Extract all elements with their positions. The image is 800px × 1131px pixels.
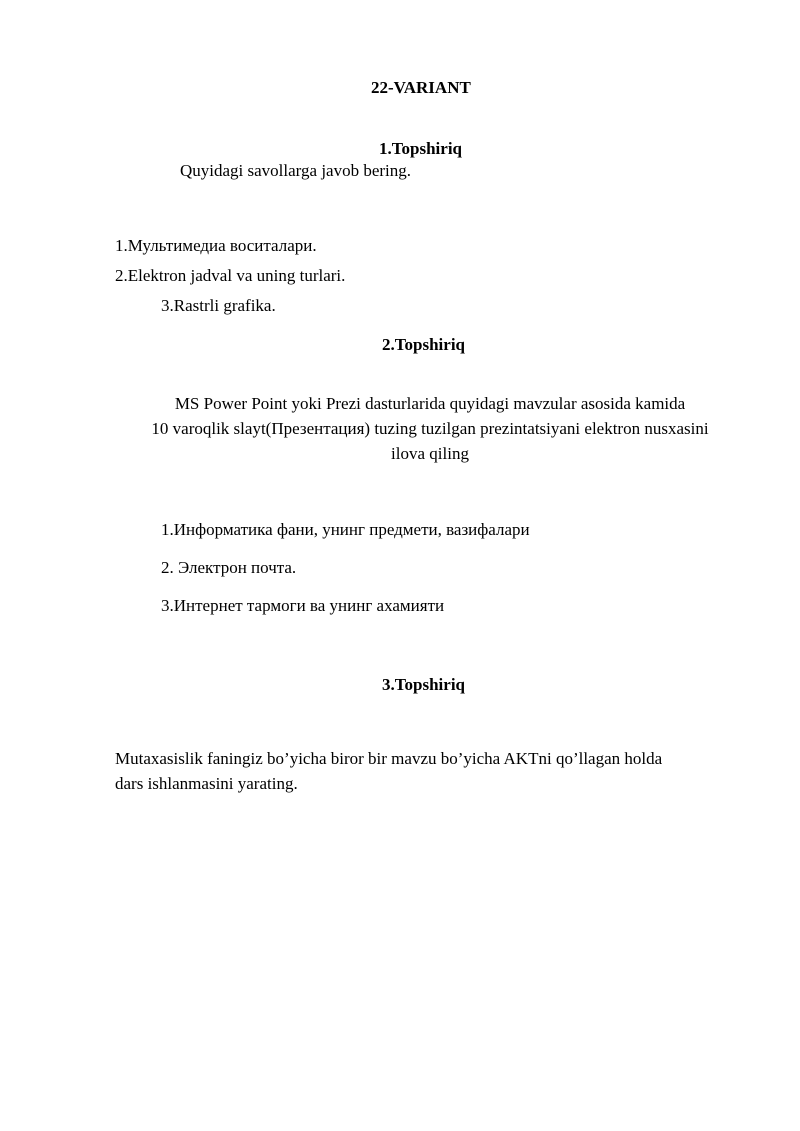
task2-topic: 1.Информатика фани, унинг предмети, вазифалари bbox=[161, 520, 530, 539]
task1-question: 3.Rastrli grafika. bbox=[161, 296, 276, 315]
task1-question: 2.Elektron jadval va uning turlari. bbox=[115, 266, 346, 285]
task2-paragraph-line: 10 varoqlik slayt(Презентация) tuzing tuzilgan prezintatsiyani elektron nusxasini bbox=[151, 419, 709, 438]
task2-topic: 2. Электрон почта. bbox=[161, 558, 297, 577]
task2-paragraph-line: MS Power Point yoki Prezi dasturlarida quyidagi mavzular asosida kamida bbox=[174, 394, 686, 413]
task2-paragraph-line: ilova qiling bbox=[391, 444, 469, 463]
task2-topic: 3.Интернет тармоги ва унинг ахамияти bbox=[161, 596, 445, 615]
task3-paragraph-line: Mutaxasislik faningiz bo’yicha biror bir mavzu bo’yicha AKTni qo’llagan holda bbox=[115, 749, 663, 768]
task1-question: 1.Мультимедиа воситалари. bbox=[115, 236, 317, 255]
task1-instruction: Quyidagi savollarga javob bering. bbox=[180, 161, 412, 180]
task2-paragraph bbox=[100, 391, 760, 466]
task1-heading: 1.Topshiriq bbox=[379, 139, 462, 158]
task3-paragraph-line: dars ishlanmasini yarating. bbox=[115, 774, 298, 793]
task2-heading: 2.Topshiriq bbox=[382, 335, 465, 354]
task3-heading: 3.Topshiriq bbox=[382, 675, 465, 694]
variant-title: 22-VARIANT bbox=[371, 78, 471, 97]
